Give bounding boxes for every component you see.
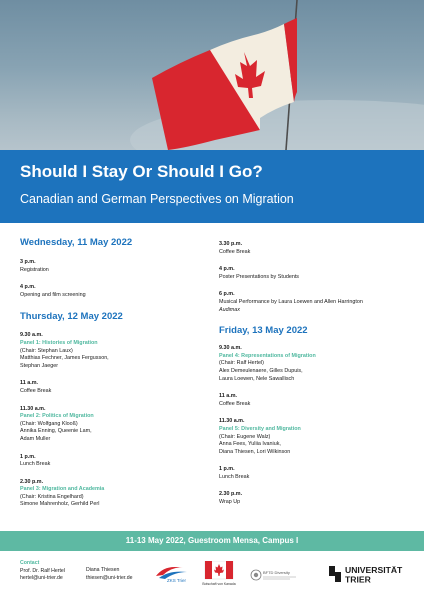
day-heading-wednesday: Wednesday, 11 May 2022 (20, 237, 133, 248)
zks-logo-icon (153, 562, 193, 584)
entry-time: 3.30 p.m. (219, 241, 243, 247)
panel-chair: (Chair: Wolfgang Klooß) (20, 420, 78, 427)
panel-speakers: Stephan Jaeger (20, 362, 59, 369)
entry-time: 11.30 a.m. (219, 418, 245, 425)
contact-name: Diana Thiesen (86, 567, 120, 573)
entry-text: Lunch Break (20, 461, 51, 468)
entry-time: 2.30 p.m. (219, 491, 243, 498)
uni-logo-line2: TRIER (345, 574, 371, 585)
uni-logo-line1: UNIVERSITÄT (345, 565, 403, 575)
panel-speakers: Anna Fees, Yuliia Ivaniuk, (219, 441, 281, 448)
entry-time: 1 p.m. (20, 453, 36, 460)
schedule-entry (20, 259, 210, 274)
universitaet-trier-logo (326, 563, 410, 585)
panel-speakers: Diana Thiesen, Lori Wilkinson (219, 448, 291, 455)
bfdi-logo-text: BFTD Diversity (263, 570, 290, 575)
entry-text: Coffee Break (20, 387, 52, 394)
canadian-flag-photo (0, 0, 424, 150)
schedule-entry (219, 491, 409, 506)
entry-time: 1 p.m. (219, 466, 235, 473)
schedule-entry (219, 466, 409, 481)
contact-name: Prof. Dr. Ralf Hertel (20, 567, 65, 574)
day-heading-friday: Friday, 13 May 2022 (219, 325, 308, 337)
panel-chair: (Chair: Stephan Laux) (20, 347, 73, 354)
entry-text: Coffee Break (219, 400, 251, 407)
bfdi-logo (250, 566, 298, 584)
hero-image (0, 0, 424, 150)
panel-title: Panel 5: Diversity and Migration (219, 425, 301, 432)
entry-time: 11 a.m. (20, 380, 38, 387)
entry-time: 11.30 a.m. (20, 405, 46, 412)
panel-speakers: Laura Loewen, Nele Sawallisch (219, 375, 295, 382)
title-banner (0, 150, 424, 223)
entry-time: 3 p.m. (20, 259, 36, 265)
contact-block-2 (86, 567, 133, 582)
entry-time: 9.30 a.m. (20, 332, 43, 339)
entry-text: Poster Presentations by Students (219, 273, 300, 280)
panel-chair: (Chair: Ralf Hertel) (219, 360, 264, 367)
panel-chair: (Chair: Eugene Walz) (219, 433, 271, 440)
panel-title: Panel 1: Histories of Migration (20, 339, 98, 346)
entry-text: Lunch Break (219, 473, 250, 480)
entry-time: 11 a.m. (219, 393, 237, 400)
uni-trier-logo-icon (326, 563, 410, 585)
schedule-left-column (20, 232, 210, 509)
page-subtitle: Canadian and German Perspectives on Migration (20, 192, 294, 206)
entry-time: 6 p.m. (219, 291, 235, 298)
entry-time: 9.30 a.m. (219, 345, 242, 352)
entry-location: Audimax (219, 306, 240, 313)
panel-speakers: Annika Enning, Queenie Lam, (20, 428, 92, 435)
entry-text: Wrap Up (219, 499, 241, 506)
canada-flag-icon (201, 561, 237, 587)
embassy-logo-text: Botschaft von Kanada (202, 582, 236, 586)
venue-banner: 11-13 May 2022, Guestroom Mensa, Campus I (0, 531, 424, 551)
contact-email[interactable]: hertel@uni-trier.de (20, 575, 63, 582)
canada-embassy-logo (201, 561, 237, 587)
panel-speakers: Matthias Fechner, James Fergusson, (20, 355, 109, 362)
schedule-entry (219, 291, 409, 314)
panel-title: Panel 2: Politics of Migration (20, 413, 94, 420)
schedule-entry (20, 380, 210, 395)
panel-chair: (Chair: Kristina Engelhard) (20, 493, 84, 500)
page-title: Should I Stay Or Should I Go? (20, 162, 263, 181)
contact-block (20, 560, 65, 583)
schedule-entry (20, 284, 210, 299)
schedule-right-column (219, 241, 409, 507)
entry-time: 4 p.m. (20, 284, 36, 291)
entry-text: Opening and film screening (20, 291, 86, 298)
contact-email[interactable]: thiesen@uni-trier.de (86, 574, 133, 581)
panel-speakers: Alex Demeulenaere, Gilles Dupuis, (219, 367, 303, 374)
day-heading-thursday: Thursday, 12 May 2022 (20, 311, 123, 323)
bfdi-logo-icon (250, 566, 298, 584)
entry-time: 4 p.m. (219, 266, 235, 273)
schedule-entry (219, 266, 409, 281)
schedule-entry (219, 241, 409, 256)
schedule-entry (219, 345, 409, 383)
schedule-entry (219, 418, 409, 456)
schedule-entry (219, 393, 409, 408)
panel-speakers: Adam Muller (20, 435, 51, 442)
zks-logo-text: ZKS Trier (167, 578, 187, 583)
schedule-entry (20, 332, 210, 370)
panel-speakers: Simone Mahrenholz, Gerhild Perl (20, 501, 100, 508)
entry-text: Musical Performance by Laura Loewen and Allen Harrington (219, 298, 363, 305)
entry-time: 2.30 p.m. (20, 478, 44, 485)
panel-title: Panel 4: Representations of Migration (219, 352, 316, 359)
entry-text: Coffee Break (219, 248, 251, 255)
panel-title: Panel 3: Migration and Academia (20, 486, 105, 493)
schedule-entry (20, 454, 210, 469)
zks-logo (153, 562, 193, 584)
schedule-entry (20, 406, 210, 444)
contact-heading: Contact (20, 560, 40, 566)
schedule-entry (20, 479, 210, 509)
entry-text: Registration (20, 266, 49, 273)
